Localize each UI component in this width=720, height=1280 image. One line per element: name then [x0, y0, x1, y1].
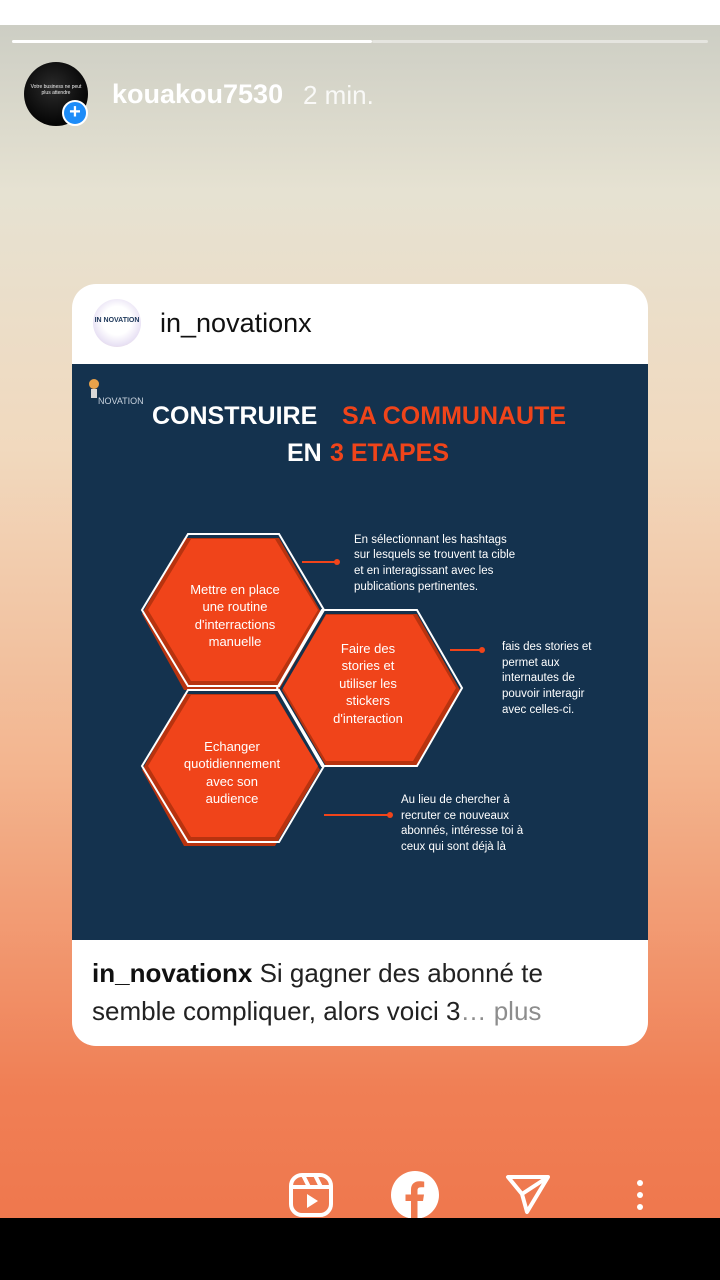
add-story-plus-icon[interactable]: +: [62, 100, 88, 126]
caption-more-link[interactable]: plus: [486, 996, 542, 1026]
brand-name: NOVATION: [98, 396, 144, 406]
note2-line2: permet aux: [502, 657, 560, 669]
connector-dot-2: [479, 647, 485, 653]
note1-line4: publications pertinentes.: [354, 581, 479, 593]
connector-dot-3: [387, 812, 393, 818]
note1-line3: et en interagissant avec les: [354, 565, 494, 577]
account-logo-text: IN NOVATION: [94, 317, 140, 324]
note2-line3: internautes de: [502, 672, 575, 684]
note3-line4: ceux qui sont déjà là: [401, 841, 506, 853]
title-line1-white: CONSTRUIRE: [152, 402, 318, 430]
facebook-icon[interactable]: [390, 1170, 440, 1220]
story-username[interactable]: kouakou7530: [112, 79, 284, 109]
hex2-line3: utiliser les: [339, 676, 397, 691]
hex3-line2: quotidiennement: [183, 756, 281, 771]
card-username[interactable]: in_novationx: [160, 308, 312, 338]
note2-line4: pouvoir interagir: [502, 688, 585, 700]
hex3-line3: avec son: [205, 774, 259, 789]
title-line2-orange: 3 ETAPES: [330, 439, 450, 467]
story-progress-remaining: [372, 40, 708, 43]
caption-author[interactable]: in_novationx: [92, 958, 253, 988]
hex3-line4: audience: [205, 791, 259, 806]
title-line1-orange: SA COMMUNAUTE: [342, 402, 567, 430]
hex2-line1: Faire des: [340, 641, 396, 656]
send-icon[interactable]: [505, 1173, 551, 1215]
note3-line2: recruter ce nouveaux: [401, 810, 510, 822]
status-bar: [0, 0, 720, 25]
hex1-line3: d'interractions: [194, 617, 276, 632]
hex1-line2: une routine: [202, 599, 268, 614]
post-caption[interactable]: [92, 954, 632, 1030]
caption-ellipsis: …: [460, 996, 487, 1026]
hex1-line1: Mettre en place: [190, 582, 280, 597]
note1-line2: sur lesquels se trouvent ta cible: [354, 549, 516, 561]
infographic: [72, 364, 648, 940]
hex1-line4: manuelle: [208, 634, 262, 649]
hex2-line2: stories et: [341, 658, 395, 673]
account-logo[interactable]: [93, 299, 141, 347]
note3-line1: Au lieu de chercher à: [401, 794, 510, 806]
navigation-bar: [0, 1218, 720, 1280]
note2-line1: fais des stories et: [502, 641, 592, 653]
hex2-line4: stickers: [345, 693, 391, 708]
card-header: [72, 284, 648, 364]
post-image: [72, 364, 648, 940]
more-options-icon[interactable]: [630, 1178, 650, 1214]
avatar-text: Votre business ne peut plus attendre: [30, 84, 82, 96]
hex3-line1: Echanger: [204, 739, 260, 754]
hex2-line5: d'interaction: [333, 711, 403, 726]
note1-line1: En sélectionnant les hashtags: [354, 534, 507, 546]
reels-icon[interactable]: [288, 1172, 334, 1218]
connector-dot-1: [334, 559, 340, 565]
title-line2-white: EN: [287, 439, 322, 467]
caption-text: Si gagner des abonné te semble compliquer, alors voici 3: [92, 958, 543, 1026]
story-time: 2 min.: [303, 80, 374, 110]
shared-post-card[interactable]: [72, 284, 648, 1046]
story-progress-current: [12, 40, 372, 43]
note3-line3: abonnés, intéresse toi à: [401, 825, 524, 837]
note2-line5: avec celles-ci.: [502, 704, 575, 716]
